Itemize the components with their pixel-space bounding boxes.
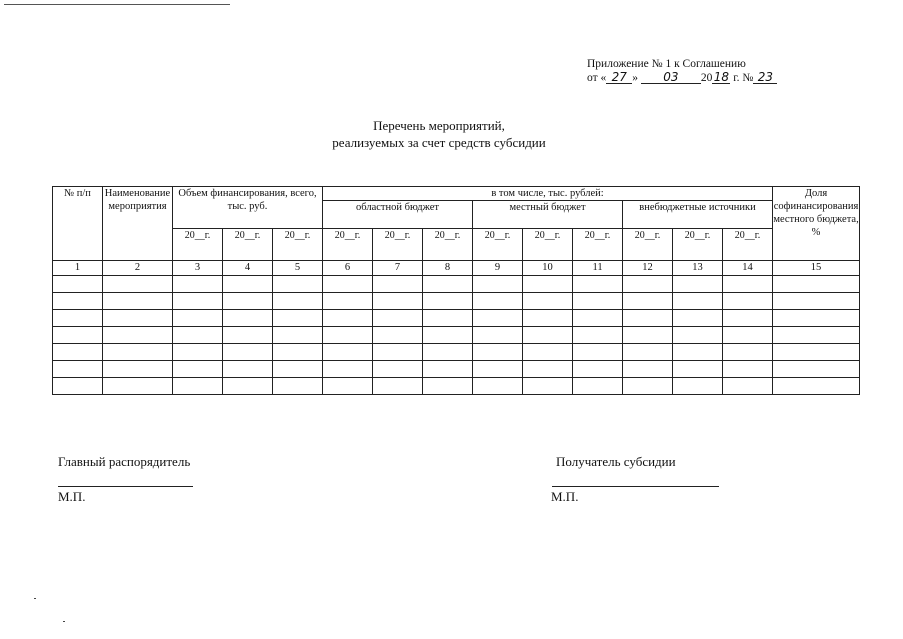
table-cell xyxy=(773,293,860,310)
title-line-1: Перечень мероприятий, xyxy=(373,118,505,133)
from-label: от « xyxy=(587,72,607,84)
table-cell xyxy=(323,327,373,344)
table-cell xyxy=(723,293,773,310)
table-cell xyxy=(273,378,323,395)
table-cell xyxy=(423,344,473,361)
table-cell xyxy=(103,378,173,395)
table-cell xyxy=(323,293,373,310)
table-cell xyxy=(53,361,103,378)
table-cell xyxy=(53,344,103,361)
table-cell xyxy=(173,361,223,378)
year-cell: 20__г. xyxy=(223,229,273,261)
table-cell xyxy=(523,293,573,310)
scan-speck xyxy=(63,621,65,622)
table-cell xyxy=(223,378,273,395)
table-cell xyxy=(723,276,773,293)
chief-manager-label: Главный распорядитель xyxy=(58,454,191,469)
table-cell xyxy=(103,293,173,310)
table-cell xyxy=(103,327,173,344)
table-cell xyxy=(573,310,623,327)
table-cell xyxy=(423,361,473,378)
table-cell xyxy=(323,361,373,378)
table-cell xyxy=(423,378,473,395)
agreement-year-field: 18 xyxy=(713,70,730,84)
chief-manager-stamp-label: М.П. xyxy=(58,489,86,504)
table-cell xyxy=(673,276,723,293)
column-number-cell: 4 xyxy=(223,261,273,276)
table-cell xyxy=(53,293,103,310)
table-cell xyxy=(373,310,423,327)
table-cell xyxy=(673,361,723,378)
table-cell xyxy=(223,344,273,361)
table-cell xyxy=(623,378,673,395)
table-cell xyxy=(773,310,860,327)
header-share: Доля софинансирования местного бюджета, % xyxy=(773,187,860,261)
table-cell xyxy=(223,327,273,344)
table-cell xyxy=(523,378,573,395)
measures-table xyxy=(52,186,860,395)
table-cell xyxy=(623,293,673,310)
column-number-cell: 11 xyxy=(573,261,623,276)
table-cell xyxy=(573,293,623,310)
table-cell xyxy=(623,310,673,327)
table-row xyxy=(53,293,860,310)
table-cell xyxy=(723,327,773,344)
table-cell xyxy=(223,361,273,378)
table-cell xyxy=(273,310,323,327)
table-cell xyxy=(423,327,473,344)
year-cell: 20__г. xyxy=(273,229,323,261)
table-cell xyxy=(323,378,373,395)
scan-speck xyxy=(34,598,36,599)
column-number-cell: 7 xyxy=(373,261,423,276)
table-cell xyxy=(523,327,573,344)
table-cell xyxy=(473,276,523,293)
table-cell xyxy=(723,378,773,395)
table-cell xyxy=(723,361,773,378)
column-number-cell: 10 xyxy=(523,261,573,276)
table-cell xyxy=(623,344,673,361)
header-off-budget: внебюджетные источники xyxy=(623,201,773,229)
table-cell xyxy=(573,276,623,293)
header-volume: Объем финансирования, всего, тыс. руб. xyxy=(173,187,323,229)
year-cell: 20__г. xyxy=(173,229,223,261)
year-cell: 20__г. xyxy=(423,229,473,261)
header-number: № п/п xyxy=(53,187,103,261)
table-row xyxy=(53,327,860,344)
column-number-cell: 1 xyxy=(53,261,103,276)
table-cell xyxy=(173,344,223,361)
table-cell xyxy=(523,344,573,361)
column-number-cell: 5 xyxy=(273,261,323,276)
agreement-month-field: 03 xyxy=(641,71,701,84)
quote-close: » xyxy=(632,72,638,84)
table-cell xyxy=(373,344,423,361)
recipient-label: Получатель субсидии xyxy=(556,454,676,469)
title-line-2: реализуемых за счет средств субсидии xyxy=(332,135,546,150)
table-cell xyxy=(53,276,103,293)
table-cell xyxy=(373,378,423,395)
table-cell xyxy=(523,276,573,293)
table-cell xyxy=(223,310,273,327)
table-cell xyxy=(273,327,323,344)
year-cell: 20__г. xyxy=(673,229,723,261)
year-cell: 20__г. xyxy=(573,229,623,261)
year-cell: 20__г. xyxy=(723,229,773,261)
year-cell: 20__г. xyxy=(373,229,423,261)
table-cell xyxy=(373,293,423,310)
table-cell xyxy=(473,310,523,327)
year-cell: 20__г. xyxy=(523,229,573,261)
table-cell xyxy=(53,378,103,395)
table-cell xyxy=(573,378,623,395)
table-cell xyxy=(773,378,860,395)
table-cell xyxy=(323,310,373,327)
table-cell xyxy=(473,344,523,361)
table-cell xyxy=(273,276,323,293)
table-cell xyxy=(573,361,623,378)
table-cell xyxy=(523,361,573,378)
table-cell xyxy=(773,327,860,344)
year-prefix: 20 xyxy=(700,72,713,84)
appendix-title: Приложение № 1 к Соглашению xyxy=(587,58,746,70)
table-cell xyxy=(373,276,423,293)
table-cell xyxy=(373,361,423,378)
appendix-header xyxy=(587,57,777,85)
table-cell xyxy=(103,361,173,378)
table-cell xyxy=(373,327,423,344)
year-cell: 20__г. xyxy=(473,229,523,261)
table-row xyxy=(53,276,860,293)
table-cell xyxy=(103,344,173,361)
column-number-cell: 12 xyxy=(623,261,673,276)
table-cell xyxy=(623,327,673,344)
table-cell xyxy=(673,327,723,344)
top-rule xyxy=(4,4,230,5)
table-cell xyxy=(173,378,223,395)
chief-manager-signature-line xyxy=(58,486,193,487)
header-name: Наименование мероприятия xyxy=(103,187,173,261)
recipient-stamp-label: М.П. xyxy=(551,489,579,504)
table-cell xyxy=(723,344,773,361)
table-cell xyxy=(173,310,223,327)
table-cell xyxy=(673,293,723,310)
recipient-signature-line xyxy=(552,486,719,487)
table-cell xyxy=(173,293,223,310)
table-row xyxy=(53,378,860,395)
number-label: г. № xyxy=(733,72,754,84)
column-number-cell: 15 xyxy=(773,261,860,276)
table-cell xyxy=(273,293,323,310)
table-cell xyxy=(773,276,860,293)
table-cell xyxy=(773,361,860,378)
column-number-cell: 6 xyxy=(323,261,373,276)
year-cell: 20__г. xyxy=(623,229,673,261)
table-cell xyxy=(473,378,523,395)
table-cell xyxy=(473,293,523,310)
table-cell xyxy=(623,361,673,378)
table-cell xyxy=(223,276,273,293)
agreement-day-field: 27 xyxy=(606,71,632,84)
table-cell xyxy=(473,327,523,344)
table-cell xyxy=(423,310,473,327)
table-cell xyxy=(323,344,373,361)
column-number-cell: 13 xyxy=(673,261,723,276)
table-cell xyxy=(273,361,323,378)
table-cell xyxy=(773,344,860,361)
table-cell xyxy=(223,293,273,310)
column-number-cell: 9 xyxy=(473,261,523,276)
header-local-budget: местный бюджет xyxy=(473,201,623,229)
table-cell xyxy=(273,344,323,361)
header-including: в том числе, тыс. рублей: xyxy=(323,187,773,201)
table-cell xyxy=(53,327,103,344)
table-cell xyxy=(573,327,623,344)
document-title xyxy=(300,117,578,151)
column-number-cell: 2 xyxy=(103,261,173,276)
table-row xyxy=(53,344,860,361)
table-cell xyxy=(623,276,673,293)
agreement-date-line xyxy=(587,71,777,85)
table-cell xyxy=(103,310,173,327)
table-cell xyxy=(723,310,773,327)
table-cell xyxy=(673,310,723,327)
table-cell xyxy=(673,344,723,361)
table-cell xyxy=(473,361,523,378)
table-cell xyxy=(53,310,103,327)
table-cell xyxy=(573,344,623,361)
table-row xyxy=(53,361,860,378)
table-cell xyxy=(423,276,473,293)
column-number-cell: 14 xyxy=(723,261,773,276)
table-cell xyxy=(173,276,223,293)
table-row xyxy=(53,310,860,327)
table-cell xyxy=(103,276,173,293)
table-cell xyxy=(173,327,223,344)
table-cell xyxy=(323,276,373,293)
column-number-cell: 8 xyxy=(423,261,473,276)
column-number-cell: 3 xyxy=(173,261,223,276)
year-cell: 20__г. xyxy=(323,229,373,261)
table-cell xyxy=(673,378,723,395)
table-cell xyxy=(423,293,473,310)
agreement-number-field: 23 xyxy=(753,71,777,84)
header-regional-budget: областной бюджет xyxy=(323,201,473,229)
table-cell xyxy=(523,310,573,327)
